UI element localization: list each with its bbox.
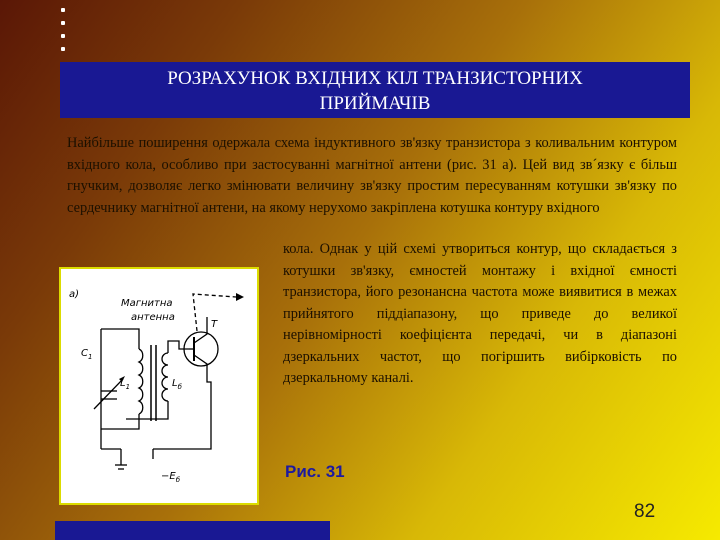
paragraph-right: кола. Однак у цій схемі утвориться контур, що складається з котушки зв'язку, ємностей монтажу і вхідної ємності транзистора, його резонансна частота може виявитися в межах прийнятого піддіапазону, що приведе до великої нерівномірності коефіцієнта передачі, чи в діапазоні дзеркальних частот, що погіршить вибірковість по дзеркальному каналі. (283, 241, 677, 386)
dot (61, 47, 65, 51)
circuit-figure (59, 267, 259, 505)
antenna-label-2: антенна (131, 312, 175, 323)
dot (61, 34, 65, 38)
circuit-diagram (61, 269, 257, 503)
bottom-bar (55, 521, 330, 540)
slide-title-line-2: ПРИЙМАЧІВ (319, 93, 431, 114)
slide-title-line-1: РОЗРАХУНОК ВХІДНИХ КІЛ ТРАНЗИСТОРНИХ (167, 68, 583, 89)
coil2-label: $L_б$ (172, 378, 182, 391)
decorative-dots (61, 8, 71, 60)
dot (61, 8, 65, 12)
antenna-label-1: Магнитна (121, 298, 173, 309)
supply-label: $-E_б$ (161, 471, 181, 484)
paragraph-top: Найбільше поширення одержала схема індуктивного зв'язку транзистора з коливальним контуром вхідного кола, особливо при застосуванні магнітної антени (рис. 31 а). Цей вид зв´язку є більш гнучким, дозволяє легко змінювати величину зв'язку простим пересуванням котушки зв'язку по сердечнику магнітної антени, на якому нерухомо закріплена котушка контуру вхідного (67, 135, 677, 216)
transistor-label: Т (211, 319, 218, 330)
figure-label-a: а) (69, 289, 80, 300)
figure-caption: Рис. 31 (285, 462, 345, 481)
dot (61, 21, 65, 25)
slide-title-bar (60, 62, 690, 118)
page-number: 82 (634, 501, 656, 522)
coil1-label: $L_1$ (120, 378, 131, 391)
cap-label: $C_1$ (81, 348, 93, 361)
